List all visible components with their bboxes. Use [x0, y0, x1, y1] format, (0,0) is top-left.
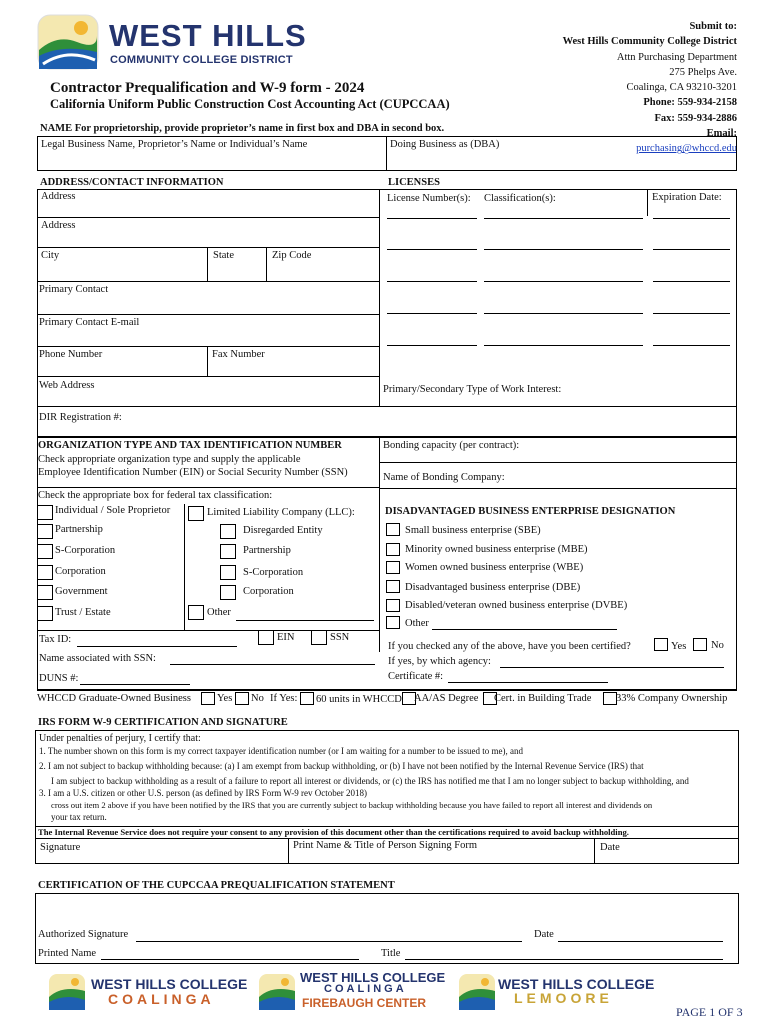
certificate-line[interactable]: [448, 682, 608, 683]
address2-field[interactable]: Address: [41, 220, 76, 231]
tax-id-label: Tax ID:: [39, 634, 72, 645]
license-number-label: License Number(s):: [387, 193, 471, 204]
checkbox-60-units[interactable]: [300, 692, 314, 705]
firebaugh-logo: [258, 969, 458, 1013]
submit-l3: Attn Purchasing Department: [616, 51, 737, 63]
page-title: Contractor Prequalification and W-9 form - 2024: [50, 80, 365, 96]
label-building-trade: Cert. in Building Trade: [494, 693, 592, 704]
checkbox-wbe[interactable]: [386, 561, 400, 574]
firebaugh-logo-line3: FIREBAUGH CENTER: [302, 996, 427, 1010]
exp-line-3[interactable]: [653, 281, 730, 282]
page-number: PAGE 1 OF 3: [676, 1005, 743, 1019]
certificate-label: Certificate #:: [388, 671, 444, 682]
class-line-2[interactable]: [484, 249, 643, 250]
checkbox-ein[interactable]: [258, 630, 274, 645]
exp-line-5[interactable]: [653, 345, 730, 346]
label-grad-no: No: [251, 693, 264, 704]
w9-item2: 2. I am not subject to backup withholding because: (a) I am exempt from backup withholding, or (b) I have not been notified by the Internal Revenue Service (IRS) that: [39, 761, 644, 771]
submit-fax: Fax: 559-934-2886: [654, 112, 737, 124]
cert-heading: CERTIFICATION OF THE CUPCCAA PREQUALIFICATION STATEMENT: [38, 880, 395, 891]
license-line-3[interactable]: [387, 281, 477, 282]
web-address-field[interactable]: Web Address: [39, 380, 95, 391]
dbe-heading: DISADVANTAGED BUSINESS ENTERPRISE DESIGNATION: [385, 506, 676, 517]
dir-registration-field[interactable]: DIR Registration #:: [39, 412, 122, 423]
label-grad-yes: Yes: [217, 693, 233, 704]
w9-intro: Under penalties of perjury, I certify that:: [39, 733, 201, 744]
org-line1: Check appropriate organization type and supply the applicable: [38, 454, 301, 465]
w9-print-name-field[interactable]: Print Name & Title of Person Signing Form: [293, 840, 478, 851]
logo-line1: WEST HILLS: [109, 18, 307, 53]
firebaugh-logo-line2: COALINGA: [324, 983, 407, 995]
label-mbe: Minority owned business enterprise (MBE): [405, 544, 588, 555]
label-llc-s-corp: S-Corporation: [243, 567, 304, 578]
class-line-5[interactable]: [484, 345, 643, 346]
checkbox-partnership[interactable]: [37, 524, 53, 539]
hills-logo-icon: [258, 973, 296, 1011]
checkbox-dvbe[interactable]: [386, 599, 400, 612]
checkbox-sbe[interactable]: [386, 523, 400, 536]
license-line-2[interactable]: [387, 249, 477, 250]
label-llc-corp: Corporation: [243, 586, 294, 597]
ssn-name-line[interactable]: [170, 664, 375, 665]
bonding-company-field[interactable]: Name of Bonding Company:: [383, 472, 505, 483]
lemoore-logo: [458, 971, 658, 1015]
name-heading: NAME For proprietorship, provide proprietor’s name in first box and DBA in second box.: [40, 123, 445, 134]
label-ein: EIN: [277, 632, 295, 643]
tax-id-line[interactable]: [77, 646, 237, 647]
class-line-4[interactable]: [484, 313, 643, 314]
w9-signature-field[interactable]: Signature: [40, 842, 81, 853]
checkbox-llc-corp[interactable]: [220, 585, 236, 600]
agency-label: If yes, by which agency:: [388, 656, 491, 667]
checkbox-s-corp[interactable]: [37, 544, 53, 559]
org-check-label: Check the appropriate box for federal tax classification:: [38, 490, 273, 501]
label-partnership: Partnership: [55, 524, 103, 535]
bonding-capacity-field[interactable]: Bonding capacity (per contract):: [383, 440, 520, 451]
submit-l1: Submit to:: [689, 21, 737, 32]
label-ssn: SSN: [330, 632, 350, 643]
phone-field[interactable]: Phone Number: [39, 349, 103, 360]
checkbox-other[interactable]: [188, 605, 204, 620]
certified-question: If you checked any of the above, have you been certified?: [388, 641, 631, 652]
grad-label: WHCCD Graduate-Owned Business: [37, 693, 191, 704]
submit-email-link[interactable]: purchasing@whccd.edu: [636, 143, 737, 155]
checkbox-disregarded[interactable]: [220, 524, 236, 539]
submit-l2: West Hills Community College District: [562, 36, 737, 48]
checkbox-ssn[interactable]: [311, 630, 327, 645]
label-sbe: Small business enterprise (SBE): [405, 525, 541, 536]
w9-heading: IRS FORM W-9 CERTIFICATION AND SIGNATURE: [38, 717, 288, 728]
class-line-3[interactable]: [484, 281, 643, 282]
checkbox-ownership[interactable]: [603, 692, 617, 705]
submit-email-label: Email:: [706, 128, 737, 140]
label-cert-yes: Yes: [671, 641, 687, 652]
agency-line[interactable]: [500, 667, 724, 668]
lemoore-logo-line2: LEMOORE: [514, 990, 613, 1006]
checkbox-dbe-other[interactable]: [386, 616, 400, 629]
w9-item3c: your tax return.: [51, 812, 107, 822]
duns-label: DUNS #:: [39, 673, 79, 684]
district-logo: [37, 14, 327, 72]
w9-item2b: I am subject to backup withholding as a result of a failure to report all interest or dividends, or (c) the IRS has notified me that I am no longer subject to backup withholding, and: [51, 776, 689, 786]
other-line[interactable]: [236, 620, 374, 621]
checkbox-grad-no[interactable]: [235, 692, 249, 705]
submit-l5: Coalinga, CA 93210-3201: [626, 82, 737, 94]
work-interest-field[interactable]: Primary/Secondary Type of Work Interest:: [383, 384, 562, 395]
label-cert-no: No: [711, 640, 724, 651]
class-line-1[interactable]: [484, 218, 643, 219]
coalinga-logo-line2: COALINGA: [108, 991, 215, 1007]
exp-line-2[interactable]: [653, 249, 730, 250]
label-llc-partnership: Partnership: [243, 545, 291, 556]
logo-line2: COMMUNITY COLLEGE DISTRICT: [110, 54, 293, 66]
cert-title-line[interactable]: [405, 959, 723, 960]
hills-logo-icon: [48, 973, 86, 1011]
label-aa-degree: AA/AS Degree: [414, 693, 479, 704]
label-dbe: Disadvantaged business enterprise (DBE): [405, 582, 581, 593]
lemoore-logo-line1: WEST HILLS COLLEGE: [498, 976, 655, 992]
cert-date-label: Date: [534, 929, 554, 940]
licenses-heading: LICENSES: [388, 177, 440, 188]
label-trust: Trust / Estate: [55, 607, 111, 618]
checkbox-cert-yes[interactable]: [654, 638, 668, 651]
w9-date-field[interactable]: Date: [600, 842, 620, 853]
expiration-label: Expiration Date:: [652, 192, 722, 203]
checkbox-dbe[interactable]: [386, 580, 400, 593]
label-dbe-other: Other: [405, 618, 429, 629]
label-government: Government: [55, 586, 108, 597]
city-field[interactable]: City: [41, 250, 60, 261]
checkbox-llc-partnership[interactable]: [220, 544, 236, 559]
license-line-5[interactable]: [387, 345, 477, 346]
irs-notice: The Internal Revenue Service does not require your consent to any provision of this document other than the certifications required to avoid backup withholding.: [38, 827, 629, 837]
checkbox-grad-yes[interactable]: [201, 692, 215, 705]
checkbox-government[interactable]: [37, 585, 53, 600]
legal-name-field[interactable]: Legal Business Name, Proprietor’s Name or Individual’s Name: [41, 139, 308, 150]
checkbox-trust[interactable]: [37, 606, 53, 621]
checkbox-llc-s-corp[interactable]: [220, 565, 236, 580]
contact-email-field[interactable]: Primary Contact E-mail: [39, 317, 140, 328]
label-other: Other: [207, 607, 231, 618]
w9-item1: 1. The number shown on this form is my correct taxpayer identification number (or I am waiting for a number to be issued to me), and: [39, 746, 523, 756]
firebaugh-logo-line1: WEST HILLS COLLEGE: [300, 970, 446, 985]
cert-title-label: Title: [381, 948, 401, 959]
duns-line[interactable]: [80, 684, 190, 685]
checkbox-individual[interactable]: [37, 505, 53, 520]
hills-logo-icon: [458, 973, 496, 1011]
coalinga-logo-line1: WEST HILLS COLLEGE: [91, 976, 248, 992]
label-ownership: 33% Company Ownership: [616, 693, 728, 704]
auth-signature-label: Authorized Signature: [38, 929, 129, 940]
label-llc: Limited Liability Company (LLC):: [207, 507, 355, 518]
exp-line-1[interactable]: [653, 218, 730, 219]
label-corporation: Corporation: [55, 566, 106, 577]
checkbox-llc[interactable]: [188, 506, 204, 521]
license-line-4[interactable]: [387, 313, 477, 314]
coalinga-logo: [48, 971, 248, 1015]
dbe-other-line[interactable]: [432, 629, 617, 630]
submit-phone: Phone: 559-934-2158: [643, 97, 737, 109]
primary-contact-field[interactable]: Primary Contact: [39, 284, 109, 295]
auth-signature-line[interactable]: [136, 941, 522, 942]
label-individual: Individual / Sole Proprietor: [55, 505, 171, 516]
checkbox-corporation[interactable]: [37, 565, 53, 580]
w9-item3b: cross out item 2 above if you have been notified by the IRS that you are currently subject to backup withholding because you have failed to report all interest and dividends on: [51, 800, 653, 810]
org-heading: ORGANIZATION TYPE AND TAX IDENTIFICATION NUMBER: [38, 440, 342, 451]
w9-item3: 3. I am a U.S. citizen or other U.S. person (as defined by IRS Form W-9 rev October 2018): [39, 788, 368, 798]
label-dvbe: Disabled/veteran owned business enterprise (DVBE): [405, 600, 628, 611]
fax-field[interactable]: Fax Number: [212, 349, 265, 360]
checkbox-mbe[interactable]: [386, 543, 400, 556]
address-heading: ADDRESS/CONTACT INFORMATION: [40, 177, 224, 188]
hills-logo-icon: [37, 14, 99, 70]
label-60-units: 60 units in WHCCD: [316, 694, 402, 705]
exp-line-4[interactable]: [653, 313, 730, 314]
label-s-corp: S-Corporation: [55, 545, 116, 556]
label-disregarded: Disregarded Entity: [243, 525, 323, 536]
page-subtitle: California Uniform Public Construction Cost Accounting Act (CUPCCAA): [50, 97, 450, 111]
label-wbe: Women owned business enterprise (WBE): [405, 562, 584, 573]
cert-date-line[interactable]: [558, 941, 723, 942]
org-line2: Employee Identification Number (EIN) or Social Security Number (SSN): [38, 467, 348, 478]
address1-field[interactable]: Address: [41, 191, 76, 202]
classification-label: Classification(s):: [484, 193, 556, 204]
state-field[interactable]: State: [213, 250, 234, 261]
ssn-name-label: Name associated with SSN:: [39, 653, 156, 664]
license-line-1[interactable]: [387, 218, 477, 219]
zip-field[interactable]: Zip Code: [272, 250, 312, 261]
label-grad-ifyes: If Yes:: [270, 693, 298, 704]
printed-name-line[interactable]: [101, 959, 359, 960]
submit-l4: 275 Phelps Ave.: [669, 66, 737, 78]
dba-field[interactable]: Doing Business as (DBA): [390, 139, 500, 150]
checkbox-cert-no[interactable]: [693, 638, 707, 651]
printed-name-label: Printed Name: [38, 948, 97, 959]
